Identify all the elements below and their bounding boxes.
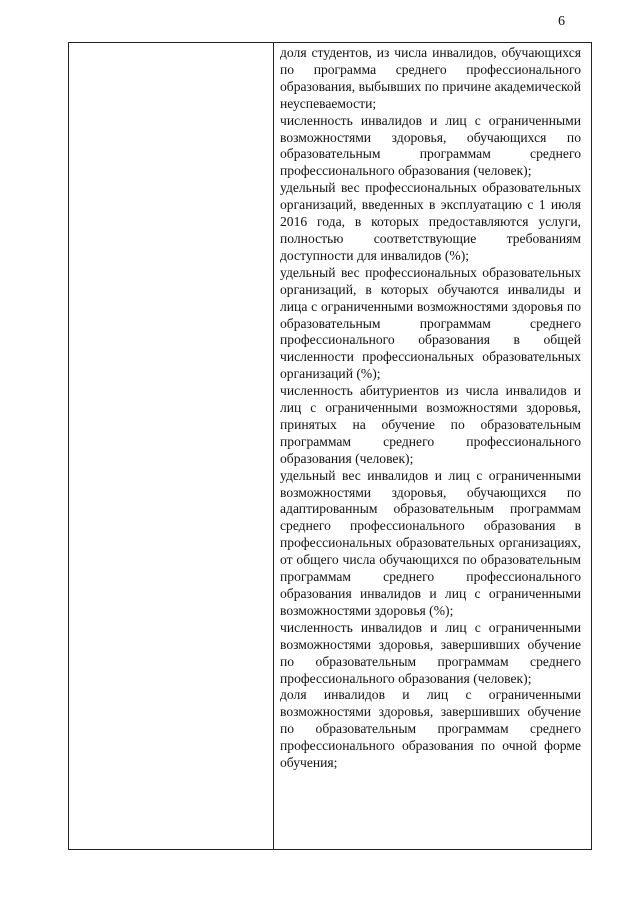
- indicator-item: доля инвалидов и лиц с ограниченными возможностями здоровья, завершивших обучение по образовательным программам среднего профессионального образования по очной форме обучения;: [280, 687, 581, 771]
- table-cell-left-empty: [69, 43, 274, 849]
- indicator-item: доля студентов, из числа инвалидов, обучающихся по программа среднего профессионального образования, выбывших по причине академической неуспеваемости;: [280, 45, 581, 111]
- indicators-table: [68, 42, 592, 850]
- indicator-item: численность инвалидов и лиц с ограниченными возможностями здоровья, завершивших обучение по образовательным программам среднего профессионального образования (человек);: [280, 619, 581, 686]
- indicator-item: удельный вес инвалидов и лиц с ограниченными возможностями здоровья, обучающихся по адаптированным образовательным программам среднего профессионального образования в профессиональных образовательных организациях, от общего числа обучающихся по образовательным программам среднего профессионального образования инвалидов и лиц с ограниченными возможностями здоровья (%);: [280, 467, 581, 618]
- indicator-item: удельный вес профессиональных образовательных организаций, введенных в эксплуатацию с 1 июля 2016 года, в которых предоставляются услуги, полностью соответствующие требованиям доступности для инвалидов (%);: [280, 180, 581, 263]
- table-cell-indicators: [274, 43, 591, 849]
- indicator-item: численность абитуриентов из числа инвалидов и лиц с ограниченными возможностями здоровья, принятых на обучение по образовательным программам среднего профессионального образования (человек);: [280, 383, 581, 466]
- page-number: 6: [558, 14, 565, 29]
- indicator-item: численность инвалидов и лиц с ограниченными возможностями здоровья, обучающихся по образовательным программам среднего профессионального образования (человек);: [280, 112, 581, 179]
- indicator-item: удельный вес профессиональных образовательных организаций, в которых обучаются инвалиды и лица с ограниченными возможностями здоровья по образовательным программам среднего профессионального образования в общей численности профессиональных образовательных организаций (%);: [280, 264, 581, 382]
